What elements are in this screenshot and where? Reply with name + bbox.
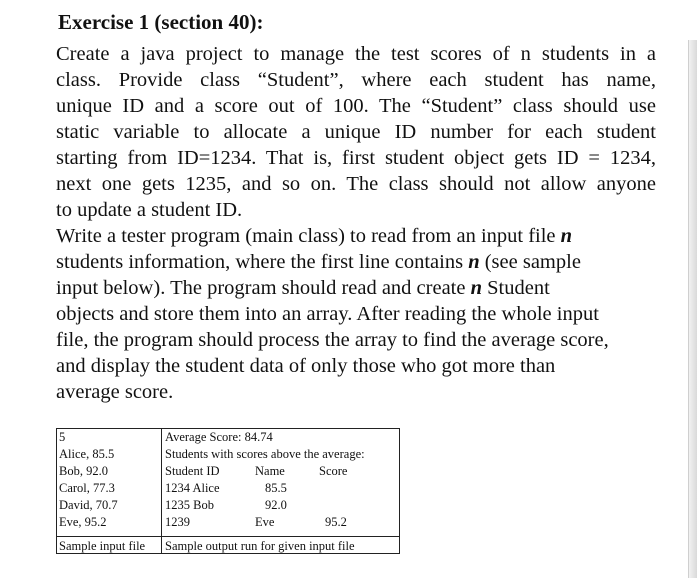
sample-output-header-id: Student ID [165,464,220,478]
sample-output-row-id [165,480,220,496]
row-id: 1239 [165,515,190,529]
paragraph2-line: average score. [56,381,174,403]
sample-input-line: 5 [59,430,66,444]
sample-input-line: Alice, 85.5 [59,447,115,461]
row-score: 85.5 [265,481,287,495]
row-id: 1234 [165,481,190,495]
variable-n: n [468,251,480,273]
paragraph2-text: (see sample [479,251,581,273]
row-id: 1235 [165,498,190,512]
exercise-heading: Exercise 1 (section 40): [58,10,264,34]
row-name: Bob [193,498,214,512]
paragraph2-line [56,249,581,275]
paragraph1-line: static variable to allocate a unique ID number for each student [56,121,656,143]
sample-table [56,428,400,554]
row-score: 95.2 [325,515,347,529]
sample-output-header-score: Score [319,464,348,478]
row-score: 92.0 [265,498,287,512]
table-caption-divider [57,536,399,537]
sample-output-caption: Sample output run for given input file [165,539,355,553]
paragraph2-line: objects and store them into an array. After reading the whole input [56,303,599,325]
sample-output-average: Average Score: 84.74 [165,430,273,444]
paragraph1-line: class. Provide class “Student”, where each student has name, [56,69,656,91]
sample-input-line: Bob, 92.0 [59,464,108,478]
paragraph1-line: unique ID and a score out of 100. The “Student” class should use [56,95,656,117]
paragraph2-line [56,275,550,301]
sample-input-line: Carol, 77.3 [59,481,115,495]
sample-output-row-id [165,497,214,513]
paragraph2-line [56,223,572,249]
sample-output-header-name: Name [255,464,285,478]
paragraph2-text: input below). The program should read and create [56,277,471,299]
paragraph1-line: starting from ID=1234. That is, first student object gets ID = 1234, [56,147,656,169]
paragraph2-text: Student [482,277,550,299]
paragraph2-line: file, the program should process the array to find the average score, [56,329,609,351]
page-edge [688,40,697,578]
paragraph2-text: students information, where the first line contains [56,251,469,273]
row-name: Alice [192,481,220,495]
paragraph1-line: Create a java project to manage the test scores of n students in a [56,43,656,65]
sample-output-above: Students with scores above the average: [165,447,365,461]
variable-n: n [470,277,483,299]
sample-input-line: David, 70.7 [59,498,118,512]
variable-n: n [560,225,573,247]
paragraph1-line: next one gets 1235, and so on. The class should not allow anyone [56,173,656,195]
paragraph2-line: and display the student data of only those who got more than [56,355,556,377]
sample-input-caption: Sample input file [59,539,146,553]
paragraph1-line: to update a student ID. [56,199,243,221]
paragraph2-text: Write a tester program (main class) to read from an input file [56,225,561,247]
row-name: Eve [255,515,275,529]
sample-input-line: Eve, 95.2 [59,515,107,529]
table-column-divider [161,429,162,553]
